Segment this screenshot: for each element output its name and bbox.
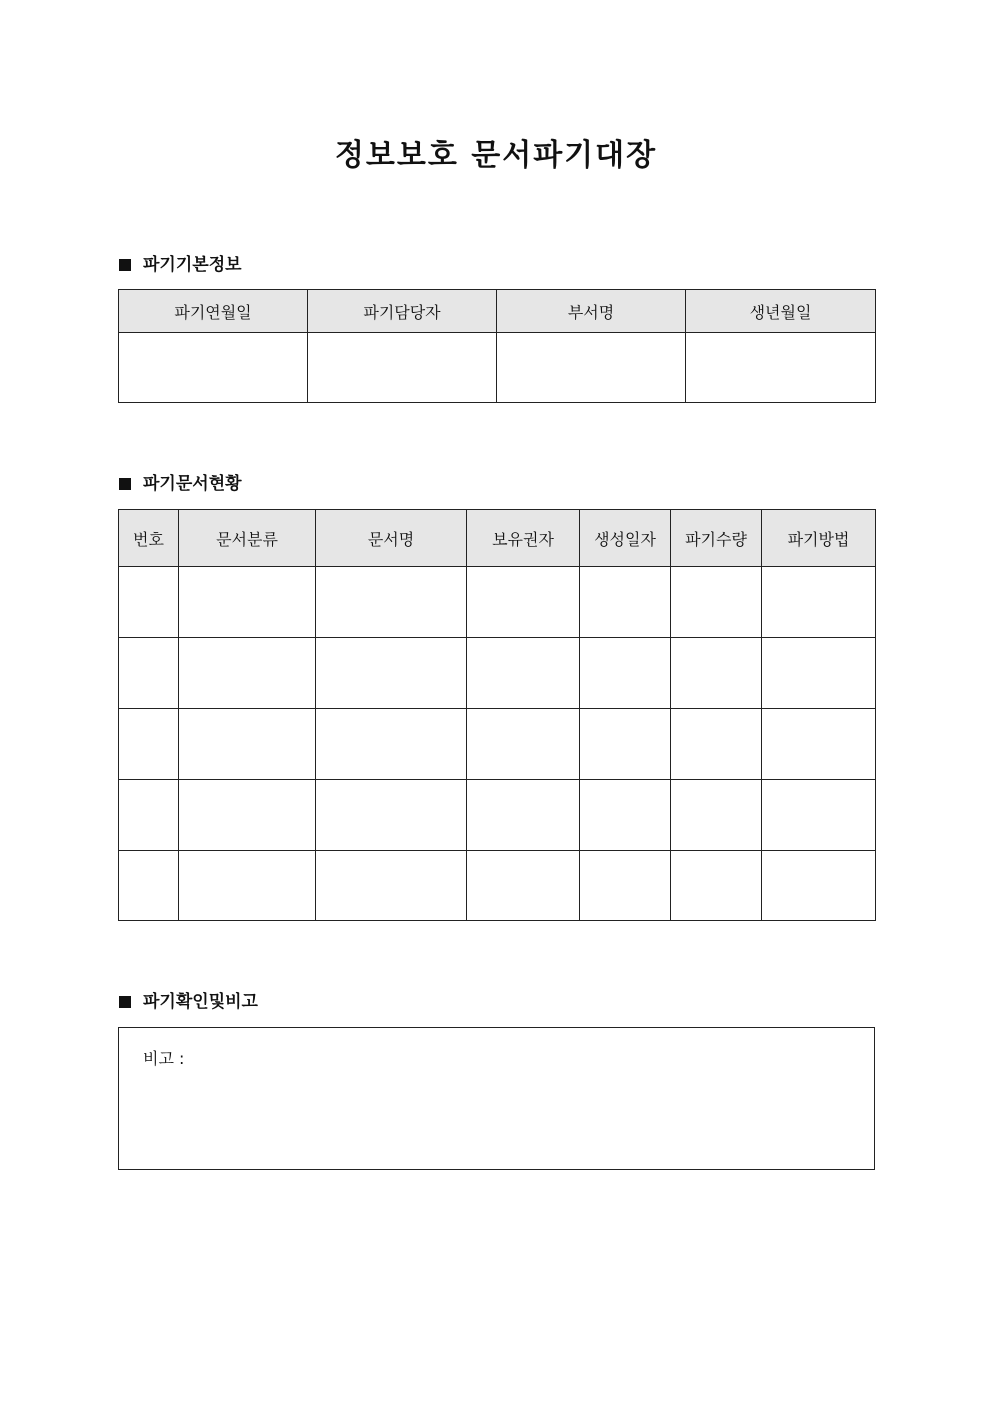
table-cell[interactable]	[179, 709, 316, 780]
basic-info-table	[118, 289, 876, 403]
remarks-label-text: 비고 :	[143, 1049, 185, 1068]
table-cell[interactable]	[762, 567, 876, 638]
header-creation-date: 생성일자	[580, 510, 671, 567]
table-cell[interactable]	[580, 709, 671, 780]
table-cell[interactable]	[762, 709, 876, 780]
table-cell[interactable]	[671, 780, 762, 851]
table-row	[119, 638, 876, 709]
table-cell[interactable]	[179, 567, 316, 638]
table-cell[interactable]	[671, 638, 762, 709]
disposal-date-cell[interactable]	[119, 333, 308, 403]
table-cell[interactable]	[467, 851, 580, 921]
remarks-label	[143, 1048, 184, 1070]
table-cell[interactable]	[119, 567, 179, 638]
header-disposal-method: 파기방법	[762, 510, 876, 567]
table-cell[interactable]	[467, 780, 580, 851]
table-cell[interactable]	[316, 638, 467, 709]
table-cell[interactable]	[467, 709, 580, 780]
page-title: 정보보호 문서파기대장	[334, 138, 658, 173]
table-cell[interactable]	[762, 780, 876, 851]
header-department: 부서명	[497, 290, 686, 333]
table-cell[interactable]	[580, 851, 671, 921]
table-cell[interactable]	[119, 638, 179, 709]
section-heading-document-status	[119, 472, 242, 496]
table-cell[interactable]	[580, 780, 671, 851]
table-cell[interactable]	[762, 638, 876, 709]
birth-date-cell[interactable]	[686, 333, 876, 403]
table-cell[interactable]	[119, 780, 179, 851]
black-square-icon	[119, 478, 131, 490]
table-cell[interactable]	[179, 851, 316, 921]
table-row	[119, 567, 876, 638]
table-cell[interactable]	[316, 780, 467, 851]
table-cell[interactable]	[119, 709, 179, 780]
table-row	[119, 851, 876, 921]
table-cell[interactable]	[119, 851, 179, 921]
table-cell[interactable]	[467, 567, 580, 638]
disposal-officer-cell[interactable]	[308, 333, 497, 403]
black-square-icon	[119, 996, 131, 1008]
black-square-icon	[119, 259, 131, 271]
table-row	[119, 709, 876, 780]
table-cell[interactable]	[671, 567, 762, 638]
remarks-box[interactable]	[118, 1027, 875, 1170]
table-cell[interactable]	[580, 567, 671, 638]
header-disposal-date: 파기연월일	[119, 290, 308, 333]
department-cell[interactable]	[497, 333, 686, 403]
header-birth-date: 생년월일	[686, 290, 876, 333]
section-heading-confirmation	[119, 990, 258, 1014]
header-disposal-officer: 파기담당자	[308, 290, 497, 333]
table-cell[interactable]	[316, 567, 467, 638]
table-cell[interactable]	[179, 638, 316, 709]
section-heading-label: 파기기본정보	[143, 255, 242, 275]
table-cell[interactable]	[671, 709, 762, 780]
table-cell[interactable]	[580, 638, 671, 709]
section-heading-label: 파기확인및비고	[143, 992, 258, 1012]
header-disposal-quantity: 파기수량	[671, 510, 762, 567]
header-document-name: 문서명	[316, 510, 467, 567]
header-document-category: 문서분류	[179, 510, 316, 567]
section-heading-label: 파기문서현황	[143, 474, 242, 494]
table-cell[interactable]	[671, 851, 762, 921]
section-heading-basic-info	[119, 253, 242, 277]
table-cell[interactable]	[179, 780, 316, 851]
table-row	[119, 780, 876, 851]
document-status-table	[118, 509, 876, 921]
table-cell[interactable]	[316, 709, 467, 780]
header-owner: 보유권자	[467, 510, 580, 567]
table-cell[interactable]	[316, 851, 467, 921]
header-number: 번호	[119, 510, 179, 567]
table-cell[interactable]	[762, 851, 876, 921]
table-cell[interactable]	[467, 638, 580, 709]
